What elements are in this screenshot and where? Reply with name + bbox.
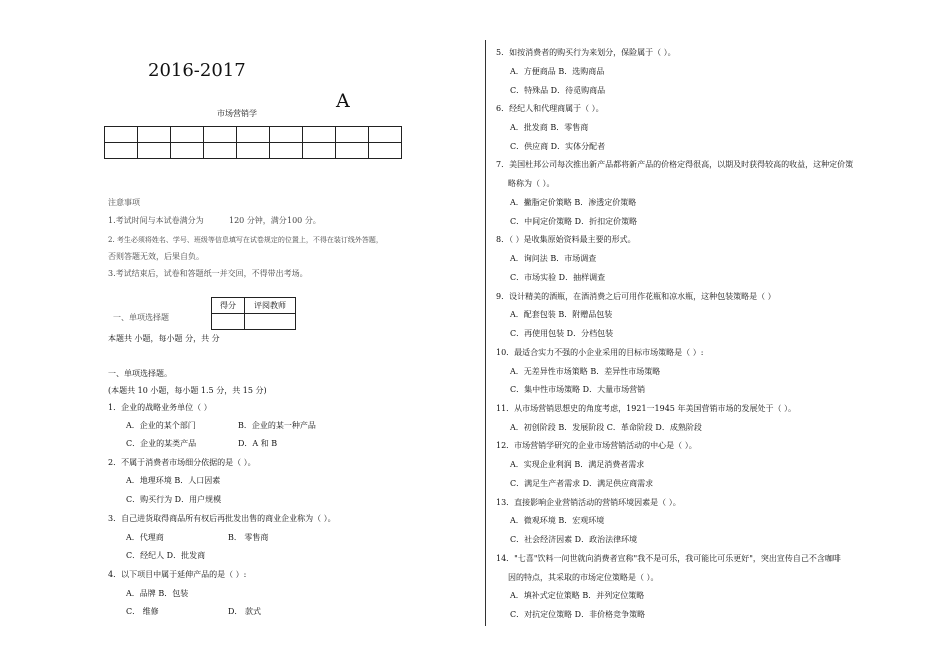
option-line: C．社会经济因素 D．政治法律环境 [510, 535, 638, 544]
question-4: 4．以下项目中属于延伸产品的是（ ）: [108, 570, 247, 579]
option-line: C．供应商 D．实体分配者 [510, 142, 606, 151]
grid-cell [105, 143, 138, 159]
option-line: A．询问法 B．市场调查 [510, 254, 597, 263]
q1-option-a: A．企业的某个部门 [126, 421, 196, 430]
q3-option-b: B． 零售商 [228, 533, 269, 542]
score-table [211, 297, 296, 330]
question-1: 1．企业的战略业务单位（ ） [108, 403, 212, 412]
q1-option-d: D．A 和 B [238, 439, 278, 448]
notice-title: 注意事项 [108, 198, 140, 207]
option-line: A．配套包装 B．附赠品包装 [510, 310, 613, 319]
grid-cell [303, 127, 336, 143]
section-bold-title: 一、单项选择题 [113, 313, 169, 322]
section-note: (本题共 10 小题，每小题 1.5 分，共 15 分) [108, 386, 267, 395]
q4-option-d: D． 款式 [228, 607, 261, 616]
grid-cell [336, 127, 369, 143]
question-line: 13．直接影响企业营销活动的营销环境因素是（ ）。 [496, 498, 681, 507]
option-line: C．集中性市场策略 D．大量市场营销 [510, 385, 646, 394]
score-grid-row [105, 127, 402, 143]
q2-option-ab: A．地理环境 B．人口因素 [126, 476, 221, 485]
q1-option-b: B．企业的某一种产品 [238, 421, 316, 430]
option-line: C．市场实验 D．抽样调查 [510, 273, 606, 282]
grid-cell [204, 127, 237, 143]
q4-option-ab: A．品牌 B．包装 [126, 589, 189, 598]
subject-title: 市场营销学 [217, 109, 257, 118]
option-line: C．对抗定位策略 D．非价格竞争策略 [510, 610, 646, 619]
question-line: 略称为（ ）。 [508, 179, 555, 188]
question-line: 8．（ ）是收集原始资料最主要的形式。 [496, 235, 636, 244]
question-line: 11．从市场营销思想史的角度考虑，1921一1945 年美国营销市场的发展处于（ ）。 [496, 404, 796, 413]
option-line: A．填补式定位策略 B．并列定位策略 [510, 591, 645, 600]
option-line: A．微观环境 B．宏观环境 [510, 516, 605, 525]
grid-cell [270, 143, 303, 159]
section-summary: 本题共 小题，每小题 分，共 分 [108, 334, 220, 343]
option-line: C．中间定价策略 D．折扣定价策略 [510, 217, 638, 226]
question-line: 14．"七喜"饮料一问世就向消费者宣称"我不是可乐，我可能比可乐更好"，突出宣传自己不含咖啡 [496, 554, 841, 563]
question-line: 12．市场营销学研究的企业市场营销活动的中心是（ ）。 [496, 441, 697, 450]
grid-cell [105, 127, 138, 143]
option-line: A．撇脂定价策略 B．渗透定价策略 [510, 198, 637, 207]
notice-line-1-score: 100 分。 [287, 216, 321, 225]
question-3: 3．自己进货取得商品所有权后再批发出售的商业企业称为（ ）。 [108, 514, 336, 523]
question-line: 9．设计精美的酒瓶，在酒消费之后可用作花瓶和凉水瓶，这种包装策略是（ ） [496, 292, 776, 301]
question-line: 10．最适合实力不强的小企业采用的目标市场策略是（ ）: [496, 348, 704, 357]
exam-year: 2016-2017 [148, 60, 246, 81]
grid-cell [204, 143, 237, 159]
grid-cell [237, 143, 270, 159]
notice-line-3: 否则答题无效，后果自负。 [108, 252, 204, 261]
grid-cell [171, 143, 204, 159]
grid-cell [336, 143, 369, 159]
option-line: A．实现企业利润 B．满足消费者需求 [510, 460, 645, 469]
score-grid [104, 126, 402, 159]
option-line: C．再使用包装 D．分档包装 [510, 329, 614, 338]
q3-option-cd: C．经纪人 D．批发商 [126, 551, 206, 560]
section-title: 一、单项选择题。 [108, 369, 172, 378]
score-cell [212, 314, 245, 330]
notice-line-4: 3.考试结束后，试卷和答题纸一并交回，不得带出考场。 [108, 269, 308, 278]
grid-cell [303, 143, 336, 159]
notice-line-1: 1.考试时间与本试卷满分为 [108, 216, 204, 225]
option-line: C．特殊品 D．待觅购商品 [510, 86, 606, 95]
grid-cell [171, 127, 204, 143]
grid-cell [369, 127, 402, 143]
option-line: C．满足生产者需求 D．满足供应商需求 [510, 479, 654, 488]
grid-cell [138, 127, 171, 143]
question-line: 5．如按消费者的购买行为来划分，保险属于（ ）。 [496, 48, 676, 57]
score-header: 得分 [212, 298, 245, 314]
q4-option-c: C． 维修 [126, 607, 159, 616]
grader-header: 评阅教师 [245, 298, 296, 314]
q1-option-c: C．企业的某类产品 [126, 439, 197, 448]
question-line: 因的特点，其采取的市场定位策略是（ ）。 [508, 573, 659, 582]
score-grid-row [105, 143, 402, 159]
notice-line-2: 2. 考生必须将姓名、学号、班级等信息填写在试卷规定的位置上，不得在装订线外答题， [108, 236, 383, 244]
option-line: A．批发商 B．零售商 [510, 123, 589, 132]
question-2: 2．不属于消费者市场细分依据的是（ ）。 [108, 458, 256, 467]
notice-line-1-time: 120 分钟，满分 [229, 216, 287, 225]
option-line: A．无差异性市场策略 B．差异性市场策略 [510, 367, 661, 376]
grid-cell [369, 143, 402, 159]
grid-cell [270, 127, 303, 143]
question-line: 7．美国杜邦公司每次推出新产品都将新产品的价格定得很高，以期及时获得较高的收益，这种定价策 [496, 160, 854, 169]
grid-cell [237, 127, 270, 143]
question-line: 6．经纪人和代理商属于（ ）。 [496, 104, 604, 113]
option-line: A．初创阶段 B．发展阶段 C．革命阶段 D．成熟阶段 [510, 423, 702, 432]
page-divider [485, 40, 486, 626]
option-line: A．方便商品 B．选购商品 [510, 67, 605, 76]
q3-option-a: A．代理商 [126, 533, 164, 542]
paper-type: A [336, 90, 350, 112]
grid-cell [138, 143, 171, 159]
q2-option-cd: C．购买行为 D．用户规模 [126, 495, 222, 504]
grader-cell [245, 314, 296, 330]
